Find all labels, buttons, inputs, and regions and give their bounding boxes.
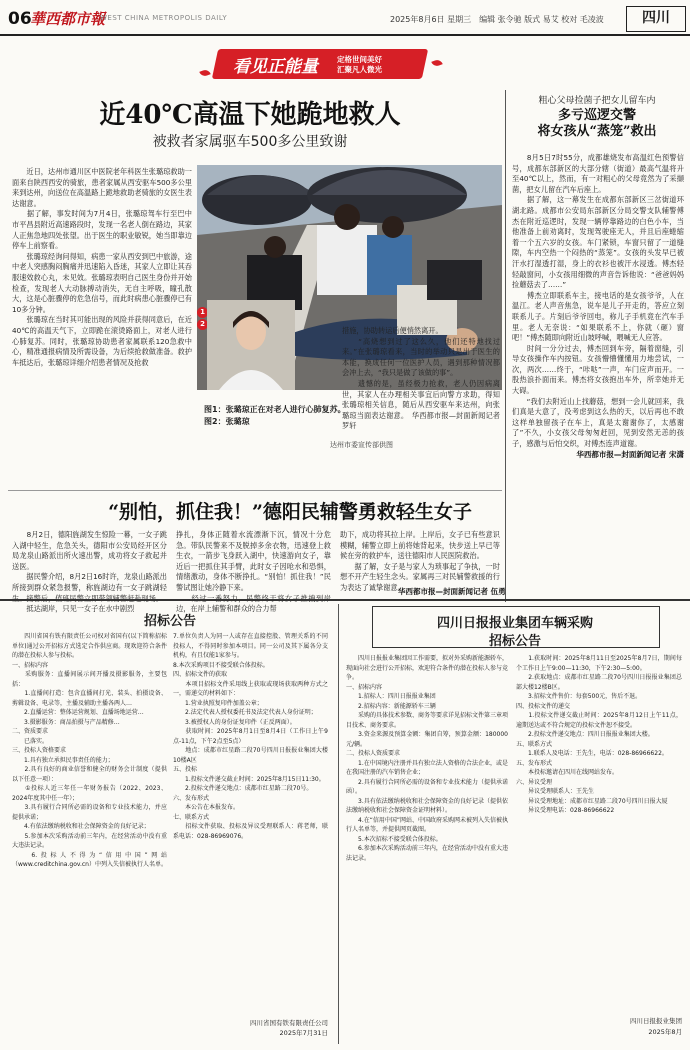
masthead-english: WEST CHINA METROPOLIS DAILY [100,14,228,22]
notice-left-title: 招标公告 [143,614,196,629]
paragraph: 张璐琼经询问得知，病患一家从西安到巴中旅游，途中老人突感胸闷胸痛并迅速陷入昏迷，其家人立即让其吞服速效救心丸，未见效。张璐琼表明自己医生身份并开始检查，发现老人大动脉搏动消失，无自主呼吸，瞳孔散大，这是心脏骤停的危急信号，而此时病患心脏骤停已有10多分钟。 [12,251,192,314]
notice-right-column-2: 1.获取时间：2025年8月11日至2025年8月7日，期间每个工作日上午9:00—11:30，下午2:30—5:00。 2.获取地点：成都市红星路二段70号四川日报报业集团总部大楼12楼B区。 3.招标文件售价：每套500元，售后不退。 四、投标文件的递交 1.投标文件递交截止时间：2025年8月12日上午11点，逾期送达或不符合规定的投标文件恕不接受。 2.投标文件递交地点：四川日报报业集团大楼。 五、联系方式 1.联系人及电话：王先生，电话：028-86966622。 五、发布形式 本投标邀请在四川在线网站发布。 六、异议受理 异议受理联系人：王先生 异议受理地址：成都市红星路二段70号四川日报大厦 异议受理电话：028-86966622 [516,655,682,814]
sidebar-headline-line1: 多亏巡逻交警 [557,108,636,123]
feature-banner [215,47,425,81]
notice-right-date: 2025年8月 [648,1028,682,1036]
paragraph: 张璐琼在当时其可能出现的风险并获得同意后，在近40℃的高温天气下，立即跪在滚烫路面上，对老人进行心肺复苏。同时，张璐琼协助患者家属联系120急救中心，精准通报病情及所需设备，为后续抢救做准备。救护车抵达后，张璐琼详细介绍患者情况及抢救 [12,315,192,367]
notice-right-title-line1: 四川日报报业集团车辆采购 [436,616,593,631]
paragraph: 遗憾的是，虽经极力抢救，老人仍因病离世，其家人在办理相关事宜后向警方求助，得知张璐琼相关信息，随后从西安驱车来达州，向张璐琼当面表达谢意。 华西都市报—封面新闻记者 罗轩 [342,378,500,431]
page-header [0,0,690,36]
paragraph: “我们去附近山上找蘑菇，想到一会儿就回来，我们真是大意了，没考虑到这么热的天，以后再也不敢这样单独留孩子在车上，真是太谢谢你了，太感谢了”不久，小女孩父母匆匆赶回，见到安然无恙的孩子，感激与后怕交织，对傅杰连声道谢。 [512,396,684,449]
story2-column-2: 挣扎，身体正随着水流漂渐下沉，情况十分危急。带队民警来不及脱掉多余衣物，迅速登上救生衣，一箭步飞身跃入湖中，快速游向女子，靠近后一把抓住其手臂，此时女子因呛水和恐惧，情绪激动，身体不断挣扎。“别怕！抓住我！”民警试图让她冷静下来。 边，在岸上辅警和群众的合力帮 [176,530,331,614]
banner-subtitle-line1: 定格世间美好 [337,55,382,64]
page-number: 06 [8,9,32,29]
story1-column-2 [342,326,500,486]
notice-right-column-1: 四川日报报业集团因工作需要，拟对外采购新能源轿车，现面向社会进行公开招标，欢迎符合条件的潜在投标人参与竞争。 一、招标内容 1.招标人：四川日报报业集团 2.招标内容：新能源轿车三辆 采购的具体技术参数、商务等要求详见招标文件第三章项目技术、商务要求。 3.资金来源及预算金额：集团自筹，预算金额：180000元/辆。 二、投标人资质要求 1.在中国境内注册并具有独立法人资格的合法企业，或是在我国注册的汽车销售企业； 2.具有履行合同所必需的设备和专业技术能力（提供承诺函）。 3.具有依法缴纳税收和社会保障资金的良好记录（提供依法缴纳税收和社会保障资金证明材料）。 4.在“信用中国”网站、中国政府采购网未被列入失信被执行人名单等，并提供网页截图。 5.本次招标不接受联合体投标。 6.参加本次采购活动前三年内，在经营活动中没有重大违法记录。 [346,655,509,862]
sidebar-headline [509,108,685,140]
story-divider [8,490,502,491]
story2-column-3: 助下，成功将其拉上岸。上岸后，女子已有些意识模糊，辅警立即上前将她背起来，快步送上早已等候在旁的救护车，送往德阳市人民医院救治。 据了解，女子是与家人为琐事起了争执，一时想不开产生轻生念头。家属再三对民辅警救援的行为表达了诚挚谢意。 [340,530,500,592]
sidebar-lead: 粗心父母捡菌子把女儿留车内 [538,96,656,106]
section-label: 四川 [626,6,686,32]
paragraph: “高烧想到过了这么久，他们还特地找过来。”在张璐琼看来，当时的举动只是出于医生的本能，换成任何一位医护人员，遇到那种情况都会冲上去，“我只是做了该做的事”。 [342,336,500,378]
notice-right-title-line2: 招标公告 [488,634,541,649]
banner-subtitle-line2: 汇聚凡人微光 [337,65,382,74]
story1-headline: 近40℃高温下她跪地救人 [99,100,401,130]
photo-tag-2: 2 [197,319,208,330]
story2-headline: “别怕，抓住我！”德阳民辅警勇救轻生女子 [108,501,472,523]
story1-inset-photo [207,300,295,390]
story1-subhead: 被救者家属驱车500多公里致谢 [152,134,348,150]
paragraph: 据了解，事发时间为7月4日，张璐琼驾车行至巴中市平昌县附近高速路段时，发现一名老人倒在路边，其家人正焦急地四处张望。出于医生的职业敏锐，她当即靠边停车上前察看。 [12,209,192,251]
paragraph: 近日，达州市通川区中医院老年科医生张璐琼救助一面来自陕西西安的骑旅，患者家属从西安驱车500多公里来到达州，向送位在高温路上跪地救助老骑旅的女医生表达谢意。 [12,167,192,208]
header-rule [0,34,690,36]
photo-caption-line1: 图1：张璐琼正在对老人进行心肺复苏。 [204,405,346,414]
paragraph: 时间一分分过去，傅杰回到车旁，隔着窗缝，引导女孩操作车内按钮。女孩懵懵懂懂用力地尝试，一次，两次……终于，“咔哒”一声，车门应声而开。一股热浪扑面而来。傅杰将女孩抱出车外，所幸她并无大碍。 [512,343,684,396]
banner-subtitle [337,55,417,75]
notice-left-signature: 四川省国有铁有限责任公司 [250,1019,328,1027]
section-rule [0,599,690,601]
notice-right-signature: 四川日报报业集团 [630,1017,682,1025]
leaf-ornament-icon [431,58,442,67]
story2-column-1: 8月2日，德阳旌湖发生惊险一幕，一女子跳入湖中轻生，危急关头，德阳市公安局经开区分局龙泉山路派出所火速出警，成功将女子救起并送医。 据民警介绍，8月2日16时许，龙泉山路派出所接到群众紧急报警，称旌湖边有一女子跳湖轻 抵达湖岸，只见一女子在水中剧烈 [12,530,167,614]
paragraph: 傅杰立即联系车主，接电话的是女孩爷爷，人在温江。老人声音焦急，说车是儿子开走的，答应立刻联系儿子。片刻后爷爷回电，称儿子手机竟在汽车手里。老人无奈说：“如果联系不上，你就（砸）窗吧！”傅杰随即向附近山坡呼喊，喂喊无人应答。 [512,290,684,343]
masthead-logo: 華西都市報 [30,10,106,28]
photo-credit: 达州市委宣传部供图 [330,441,393,449]
notice-left-column-2: 7.单位负责人为同一人或存在直接控股、管理关系的不同投标人，不得同时参加本项目。同一公司及其下属各分支机构，有且仅能1家参与。 8.本次采购项目不接受联合体投标。 四、招标文件的获取 本项目招标文件采用线上获取或现场获取两种方式之一，需递交的材料如下： 1.营业执照复印件加盖公章； 2.法定代表人授权委托书及法定代表人身份证明； 3.被授权人的身份证复印件（正反两面）。 获取时间：2025年8月1日至8月4日（工作日上午9点-11点，下午2点至5点） 地点：成都市红星路二段70号四川日报报业集团大楼10楼A区 五、投标 1.投标文件递交截止时间：2025年8月15日11:30。 2.投标文件递交地点：成都市红星路二段70号。 六、发布形式 本公告在本报发布。 七、联系方式 招标文件获取、投标及异议受理联系人：蒋老师，联系电话：028-86969076。 [173,633,328,840]
notice-left-column-1: 四川省国有铁有限责任公司权对省国有(以下简称招标单位)通过公开招标方式选定合作供应商。现欢迎符合条件的潜在投标人参与投标。 一、招标内容 采购服务：直播间展示间开播及摄影服务，主要包括： 1.直播间打造：包含直播间打光、装头、拍摄设备、剪辑设备、电录等，主播及辅助主播各两人… 2.直播运营：整体运营规划、直播场地运营… 3.摄影服务：商品拍摄与产品精修… 二、资质要求 已落实。 三、投标人资格要求 1.具有独立承担民事责任的能力； 2.具有良好的商业信誉和健全的财务会计制度（提供以下任意一项）： ①投标人近三年任一年财务报告（2022、2023、2024年度其中任一年）； 3.具有履行合同所必需的设备和专业技术能力，并应提供承诺； 4.有依法缴纳税收和社会保障资金的良好记录； 5.参加本次采购活动前三年内，在经营活动中没有重大违法记录。 6.投标人不得为“信用中国”网站（www.creditchina.gov.cn）中列入失信被执行人名单。 [12,633,167,868]
story1-column-1 [12,167,192,492]
story2-byline: 华西都市报—封面新闻记者 伍勇 [398,587,506,596]
issue-meta: 2025年8月6日 星期三 编辑 张令驰 版式 易艾 校对 毛凌波 [390,15,604,24]
photo-caption-line2: 图2：张璐琼 [204,416,250,426]
notice-left-date: 2025年7月31日 [279,1029,328,1037]
sidebar-headline-line2: 将女孩从“蒸笼”救出 [537,124,657,139]
column-divider [505,90,506,602]
notice-divider [338,604,339,1044]
photo-tag-1: 1 [197,307,208,318]
paragraph: 8月5日7时55分，成都雄烧发布高温红色预警信号，成都东部新区的大部分辖（街道）最高气温将升至40℃以上，然而，有一对粗心的父母竟然为了采撷菌，把女儿留在汽车后座上。 [512,153,684,194]
paragraph: 据了解，这一幕发生在成都东部新区三岔街道环湖北路。成都市公安局东部新区分局交警支队辅警傅杰在附近巡逻时，发现一辆停靠路边的白色小车，当他准备上前劝离时，发现驾驶座无人，并且后座蜷缩着一个五六岁的女孩。车门紧锁，车窗只留了一道缝隙，车内空热一个闷热的“蒸笼”。女孩的头发早已被汗水打湿透打湿，身上的衣衫也被汗水浸透。傅杰轻轻敲窗问，小女孩用细微的声音告诉他说：“爸爸妈妈捡蘑菇去了……” [512,195,684,290]
sidebar-body [512,153,684,593]
sidebar-byline: 华西都市报—封面新闻记者 宋潇 [576,449,684,459]
portrait-illustration [207,300,295,390]
paragraph: 措施，协助转运后便悄然离开。 [342,326,443,335]
banner-title: 看见正能量 [233,57,318,77]
leaf-ornament-icon [199,68,210,77]
